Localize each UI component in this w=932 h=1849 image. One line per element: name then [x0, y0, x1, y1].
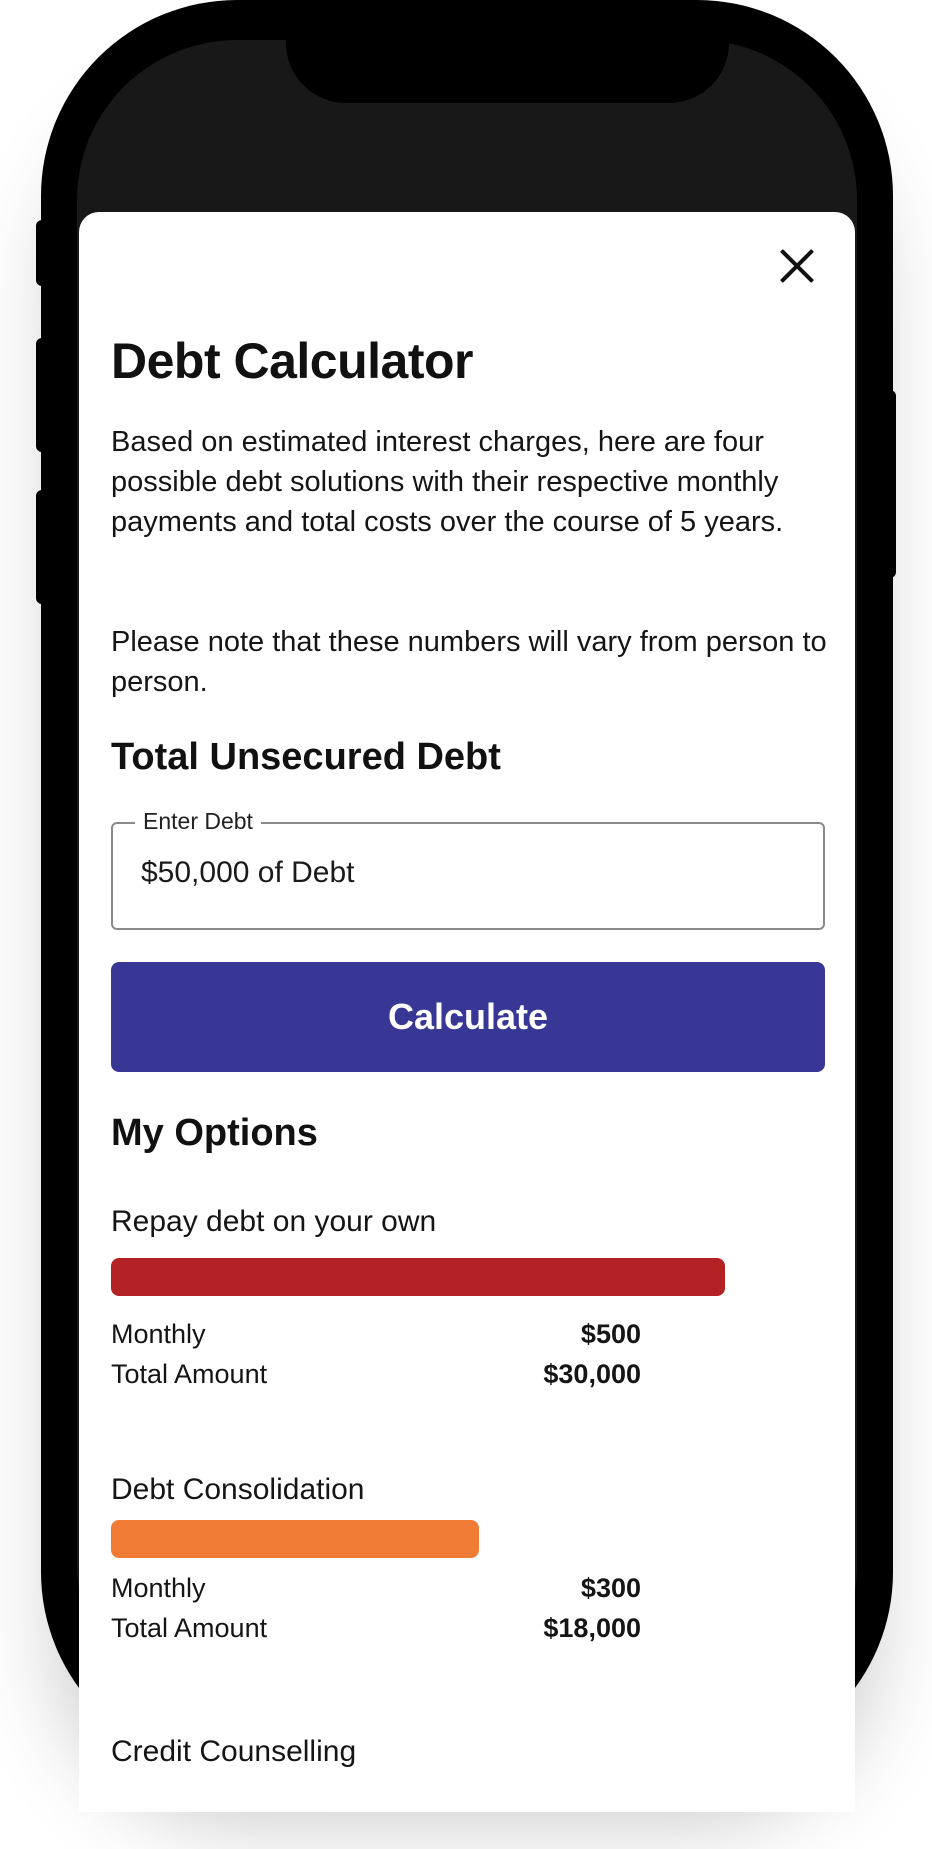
monthly-row — [111, 1568, 641, 1608]
total-label: Total Amount — [111, 1359, 268, 1389]
option-details — [111, 1568, 825, 1648]
monthly-row — [111, 1314, 641, 1354]
monthly-value: $300 — [580, 1573, 641, 1603]
calculate-button[interactable]: Calculate — [111, 962, 825, 1072]
intro-text: Based on estimated interest charges, here are four possible debt solutions with their respective monthly payments and total costs over the course of 5 years. — [111, 426, 784, 538]
option-label: Repay debt on your own — [111, 1205, 437, 1238]
phone-frame — [41, 0, 893, 1768]
option-label: Debt Consolidation — [111, 1473, 365, 1506]
option-label: Credit Counselling — [111, 1735, 357, 1768]
total-row — [111, 1354, 641, 1394]
phone-notch — [286, 40, 729, 103]
debt-field-legend: Enter Debt — [135, 808, 261, 835]
option-bar — [111, 1520, 479, 1558]
debt-field[interactable] — [111, 808, 825, 930]
option-repay-own — [111, 1202, 825, 1394]
total-label: Total Amount — [111, 1613, 268, 1643]
total-value: $30,000 — [543, 1359, 641, 1389]
total-debt-heading: Total Unsecured Debt — [111, 736, 501, 778]
option-debt-consolidation — [111, 1470, 825, 1648]
option-details — [111, 1314, 825, 1394]
monthly-label: Monthly — [111, 1319, 206, 1349]
monthly-label: Monthly — [111, 1573, 206, 1603]
page-title: Debt Calculator — [111, 333, 474, 389]
my-options-heading: My Options — [111, 1112, 318, 1154]
total-row — [111, 1608, 641, 1648]
phone-screen — [77, 40, 857, 1768]
debt-calculator-modal — [79, 212, 855, 1812]
debt-input[interactable] — [141, 856, 781, 890]
option-credit-counselling — [111, 1732, 825, 1772]
note-text: Please note that these numbers will vary from person to person. — [111, 626, 827, 698]
close-icon[interactable] — [779, 248, 815, 284]
monthly-value: $500 — [580, 1319, 641, 1349]
option-bar — [111, 1258, 725, 1296]
total-value: $18,000 — [543, 1613, 641, 1643]
